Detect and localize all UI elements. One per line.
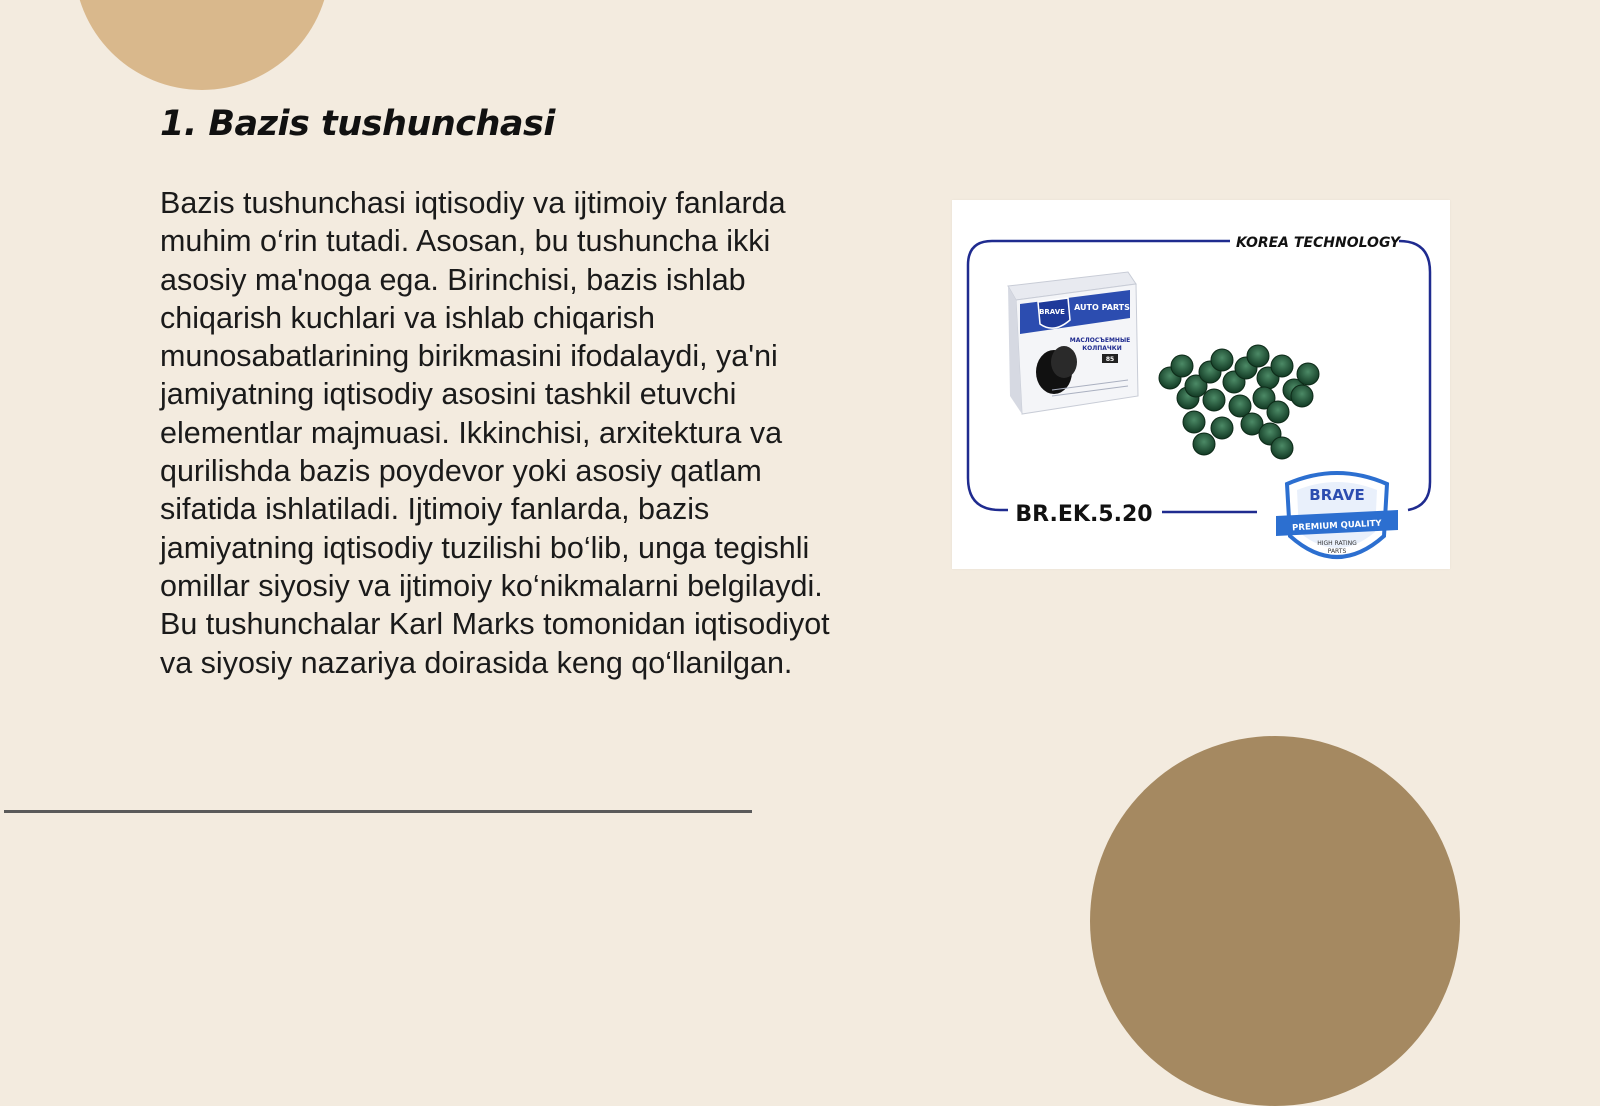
svg-text:BRAVE: BRAVE [1309,486,1365,504]
part-number: BR.EK.5.20 [1015,502,1153,527]
valve-seals-illustration [1159,345,1319,459]
decorative-circle-bottom [1090,736,1460,1106]
svg-text:85: 85 [1105,356,1115,363]
tagline-text: KOREA TECHNOLOGY [1235,235,1401,251]
svg-text:КОЛПАЧКИ: КОЛПАЧКИ [1082,345,1122,352]
svg-text:PREMIUM QUALITY: PREMIUM QUALITY [1291,518,1382,534]
divider-line [4,810,752,813]
product-box-illustration [1008,272,1138,414]
svg-text:AUTO PARTS: AUTO PARTS [1074,303,1130,312]
premium-quality-badge [1276,473,1398,557]
decorative-circle-top [74,0,330,90]
svg-text:PARTS: PARTS [1327,548,1347,555]
svg-text:HIGH RATING: HIGH RATING [1317,540,1357,547]
svg-text:BRAVE: BRAVE [1039,308,1065,316]
svg-text:МАСЛОСЪЕМНЫЕ: МАСЛОСЪЕМНЫЕ [1069,337,1131,344]
slide-body-text: Bazis tushunchasi iqtisodiy va ijtimoiy fanlarda muhim o‘rin tutadi. Asosan, bu tushuncha ikki asosiy ma'noga ega. Birinchisi, bazis ishlab chiqarish kuchlari va ishlab chiqarish munosabatlarining birikmasini ifodalaydi, ya'ni jamiyatning iqtisodiy asosini tashkil etuvchi elementlar majmuasi. Ikkinchisi, arxitektura va qurilishda bazis poydevor yoki asosiy qatlam sifatida ishlatiladi. Ijtimoiy fanlarda, bazis jamiyatning iqtisodiy tuzilishi bo‘lib, unga tegishli omillar siyosiy va ijtimoiy ko‘nikmalarni belgilaydi. Bu tushunchalar Karl Marks tomonidan iqtisodiyot va siyosiy nazariya doirasida keng qo‘llanilgan. [160,186,830,680]
product-image [952,200,1450,569]
slide-title: 1. Bazis tushunchasi [160,104,555,144]
